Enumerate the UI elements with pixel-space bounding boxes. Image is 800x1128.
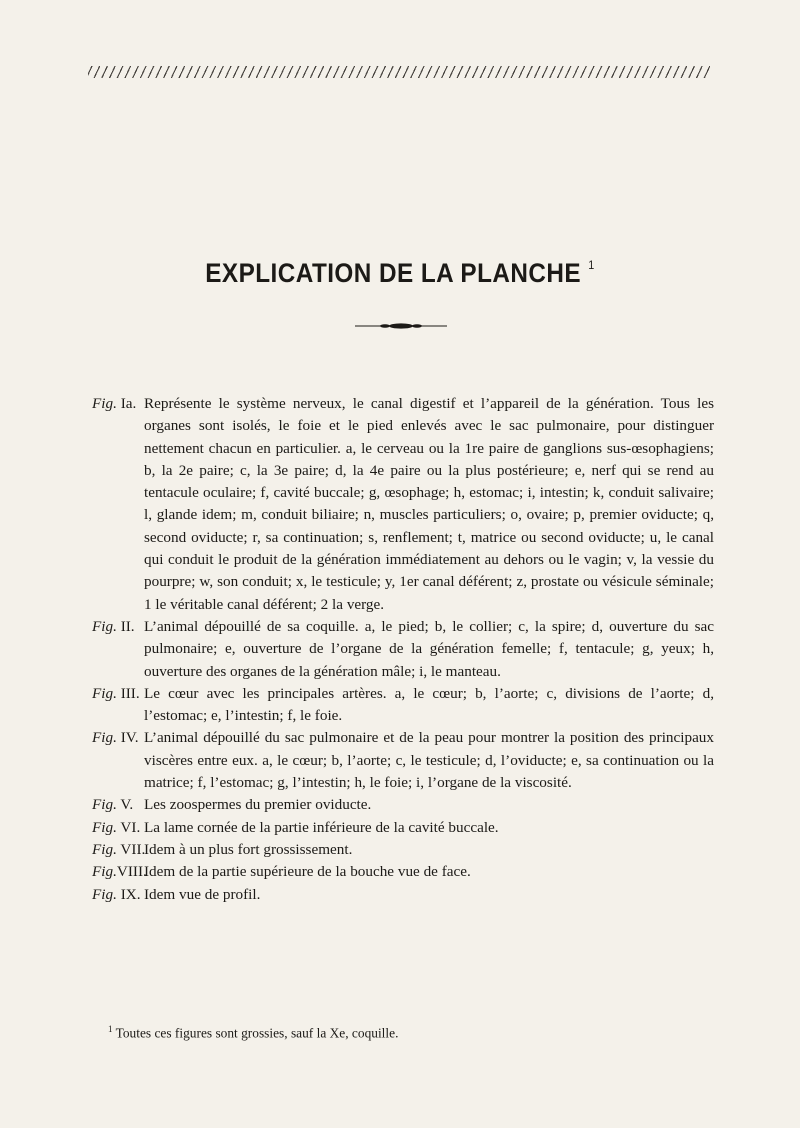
figure-label: Fig. V. [92, 796, 134, 814]
figure-description: La lame cornée de la partie inférieure de la cavité buccale. [144, 818, 499, 836]
figure-entry-1a [92, 393, 714, 616]
figure-entry-7 [92, 839, 714, 861]
figure-entry-5 [92, 794, 714, 816]
figure-label: Fig. II. [92, 617, 135, 635]
figure-description: Les zoospermes du premier oviducte. [144, 796, 372, 814]
figure-label: Fig. Ia. [92, 395, 137, 412]
figure-label: Fig. VI. [92, 818, 141, 836]
figure-entry-2 [92, 616, 714, 683]
decorative-divider [355, 323, 447, 329]
figure-description: Représente le système nerveux, le canal digestif et l’appareil de la génération. Tous les organes sont isolés, le foie et le pied enlevés avec le sac pulmonaire, pour distinguer nettement chacun en particulier. a, le cerveau ou la 1re paire de ganglions sus-œsophagiens; b, la 2e paire; c, la 3e paire; d, la 4e paire ou la plus postérieure; e, nerf qui se rend au tentacule oculaire; f, cavité buccale; g, œsophage; h, estomac; i, intestin; k, conduit salivaire; l, glande idem; m, conduit biliaire; n, muscles particuliers; o, ovaire; p, premier oviducte; q, second oviducte; r, sa continuation; s, renflement; t, matrice ou second oviducte; u, le canal qui conduit le produit de la génération immédiatement au dehors ou le vagin; v, la vessie du pourpre; w, son conduit; x, le testicule; y, 1er canal déférent; z, prostate ou vésicule séminale; 1 le véritable canal déférent; 2 la verge. [144, 395, 714, 613]
figure-description: Idem vue de profil. [144, 885, 261, 903]
figure-description: Idem à un plus fort grossissement. [144, 840, 353, 858]
figure-entry-6 [92, 817, 714, 839]
figure-label: Fig. III. [92, 684, 140, 702]
figure-entry-4 [92, 727, 714, 794]
footnote-text: Toutes ces figures sont grossies, sauf la Xe, coquille. [115, 1025, 399, 1041]
top-ornament-border [88, 66, 710, 78]
footnote-mark: 1 [108, 1024, 113, 1034]
title-text: EXPLICATION DE LA PLANCHE [205, 258, 582, 288]
figure-description: L’animal dépouillé de sa coquille. a, le pied; b, le collier; c, la spire; d, ouverture du sac pulmonaire; e, ouverture de l’organe de la génération femelle; f, tentacule; g, yeux; h, ouverture des organes de la génération mâle; i, le manteau. [144, 617, 714, 680]
figure-description: Idem de la partie supérieure de la bouche vue de face. [144, 863, 471, 881]
figure-label: Fig.VIII. [92, 863, 147, 881]
figure-label: Fig. IV. [92, 729, 139, 747]
figure-entry-9 [92, 884, 714, 906]
figure-entry-8 [92, 861, 714, 883]
figure-entry-3 [92, 683, 714, 728]
footnote [108, 1024, 708, 1041]
figure-description: L’animal dépouillé du sac pulmonaire et de la peau pour montrer la position des principaux viscères entre eux. a, le cœur; b, l’aorte; c, le testicule; d, l’oviducte; e, sa continuation ou la matrice; f, l’estomac; g, l’intestin; h, le foie; i, l’organe de la viscosité. [144, 729, 714, 792]
title-footnote-ref: 1 [588, 258, 595, 272]
figure-label: Fig. VII. [92, 840, 146, 858]
page-title [40, 258, 760, 289]
figure-description: Le cœur avec les principales artères. a, le cœur; b, l’aorte; c, divisions de l’aorte; d, l’estomac; e, l’intestin; f, le foie. [144, 684, 714, 725]
figure-explanation-list [92, 393, 714, 906]
figure-label: Fig. IX. [92, 885, 141, 903]
